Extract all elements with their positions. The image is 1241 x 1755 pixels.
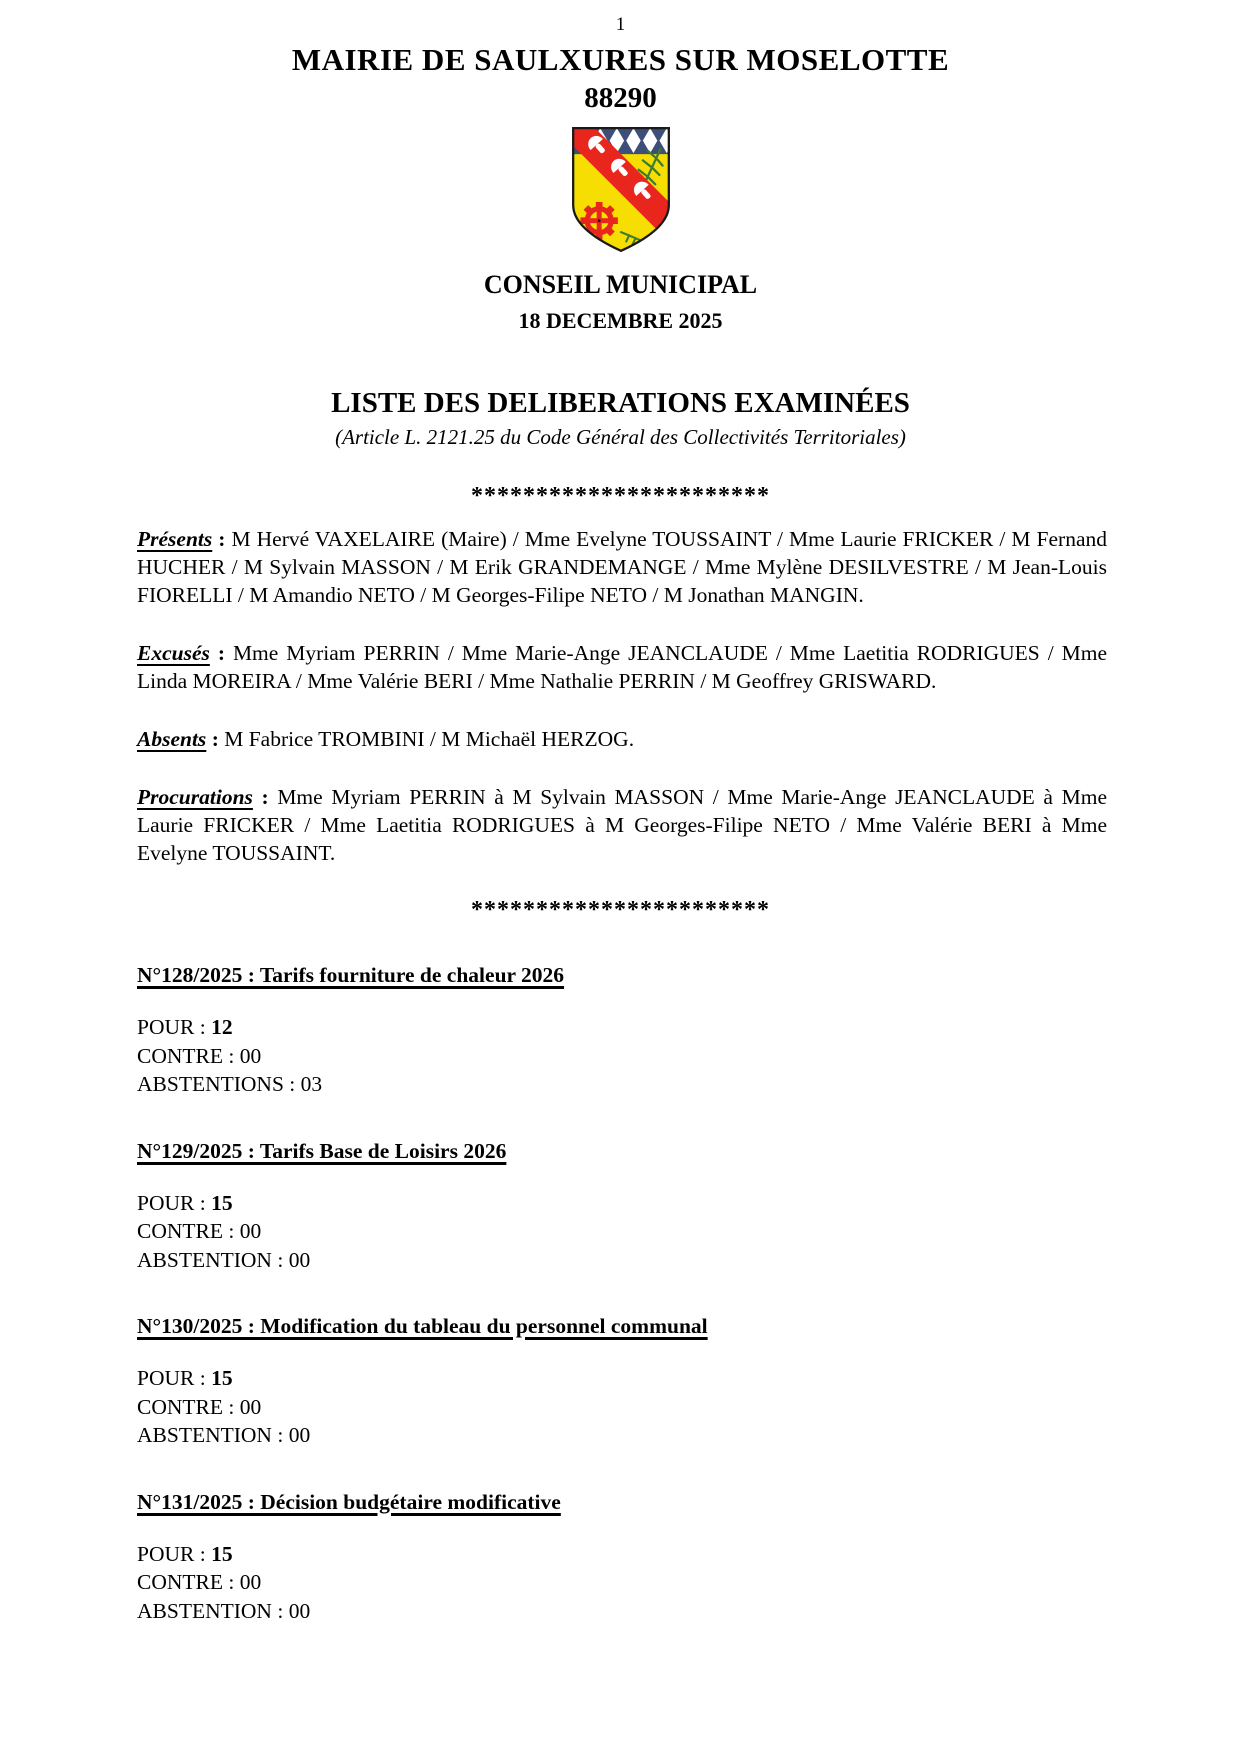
postal-code: 88290 (584, 82, 657, 114)
attendance-procurations (137, 783, 1107, 867)
vote-count: 15 (211, 1366, 233, 1390)
vote-abstention: ABSTENTION : 00 (137, 1598, 311, 1623)
vote-results (137, 1364, 1107, 1450)
deliberation-130 (137, 1274, 1107, 1450)
vote-abstention: ABSTENTION : 00 (137, 1247, 311, 1272)
session-date: 18 DECEMBRE 2025 (518, 308, 723, 333)
attendance-excuses (137, 639, 1107, 695)
vote-count: 00 (288, 1423, 311, 1447)
attendance-colon: : (206, 727, 225, 751)
vote-count: 00 (239, 1043, 262, 1068)
attendance-names-absents: M Fabrice TROMBINI / M Michaël HERZOG. (224, 727, 635, 751)
attendance-label-excuses: Excusés (137, 641, 210, 665)
vote-count: 00 (239, 1570, 262, 1594)
gear-icon (580, 202, 617, 239)
deliberation-title: N°131/2025 : Décision budgétaire modificative (137, 1489, 561, 1514)
vote-count: 12 (211, 1015, 233, 1039)
page-number: 1 (615, 14, 626, 35)
attendance-label-presents: Présents (137, 527, 213, 551)
vote-results (137, 1540, 1107, 1626)
attendance-names-procurations: Mme Myriam PERRIN à M Sylvain MASSON / Mme Marie-Ange JEANCLAUDE à Mme Laurie FRICKER / Mme Laetitia RODRIGUES à M Georges-Filipe NETO / Mme Valérie BERI à Mme Evelyne TOUSSAINT. (137, 785, 1107, 865)
attendance-absents (137, 725, 1107, 753)
deliberation-131 (137, 1450, 1107, 1626)
attendance-colon: : (209, 641, 233, 665)
deliberation-title: N°130/2025 : Modification du tableau du personnel communal (137, 1314, 708, 1338)
vote-count: 15 (211, 1541, 233, 1566)
separator-line: *********************** (471, 897, 770, 923)
vote-pour: POUR : 15 (137, 1190, 233, 1215)
coat-of-arms-icon (569, 124, 673, 255)
vote-contre: CONTRE : 00 (137, 1043, 262, 1068)
deliberation-title: N°128/2025 : Tarifs fourniture de chaleur 2026 (137, 963, 565, 987)
attendance-label-absents: Absents (137, 727, 207, 751)
vote-count: 00 (239, 1219, 262, 1243)
attendance-presents (137, 525, 1107, 609)
vote-count: 03 (300, 1072, 323, 1096)
vote-results (137, 1189, 1107, 1275)
deliberation-129 (137, 1099, 1107, 1275)
vote-contre: CONTRE : 00 (137, 1219, 262, 1243)
page-title: MAIRIE DE SAULXURES SUR MOSELOTTE (291, 42, 950, 77)
doc-subtitle: (Article L. 2121.25 du Code Général des Collectivités Territoriales) (335, 425, 906, 449)
vote-results (137, 1013, 1107, 1099)
doc-title: LISTE DES DELIBERATIONS EXAMINÉES (331, 387, 910, 419)
attendance-names-presents: M Hervé VAXELAIRE (Maire) / Mme Evelyne TOUSSAINT / Mme Laurie FRICKER / M Fernand HUCHER / M Sylvain MASSON / M Erik GRANDEMANGE / Mme Mylène DESILVESTRE / M Jean-Louis FIORELLI / M Amandio NETO / M Georges-Filipe NETO / M Jonathan MANGIN. (137, 527, 1107, 607)
separator-line: *********************** (471, 483, 770, 509)
vote-abstention: ABSTENTION : 00 (137, 1423, 311, 1447)
council-title: CONSEIL MUNICIPAL (483, 270, 758, 299)
vote-count: 00 (288, 1598, 311, 1623)
vote-contre: CONTRE : 00 (137, 1394, 262, 1419)
attendance-label-procurations: Procurations (137, 785, 253, 809)
vote-count: 00 (288, 1247, 311, 1272)
coat-of-arms (0, 124, 1241, 255)
attendance-colon: : (252, 785, 278, 809)
vote-pour: POUR : 15 (137, 1541, 233, 1566)
vote-count: 15 (211, 1190, 233, 1215)
vote-pour: POUR : 12 (137, 1015, 233, 1039)
attendance-names-excuses: Mme Myriam PERRIN / Mme Marie-Ange JEANCLAUDE / Mme Laetitia RODRIGUES / Mme Linda MOREIRA / Mme Valérie BERI / Mme Nathalie PERRIN / M Geoffrey GRISWARD. (137, 641, 1107, 693)
vote-pour: POUR : 15 (137, 1366, 233, 1390)
deliberation-128 (137, 923, 1107, 1099)
vote-count: 00 (239, 1394, 262, 1419)
vote-contre: CONTRE : 00 (137, 1570, 262, 1594)
vote-abstention: ABSTENTIONS : 03 (137, 1072, 323, 1096)
deliberation-title: N°129/2025 : Tarifs Base de Loisirs 2026 (137, 1138, 507, 1163)
attendance-colon: : (212, 527, 232, 551)
